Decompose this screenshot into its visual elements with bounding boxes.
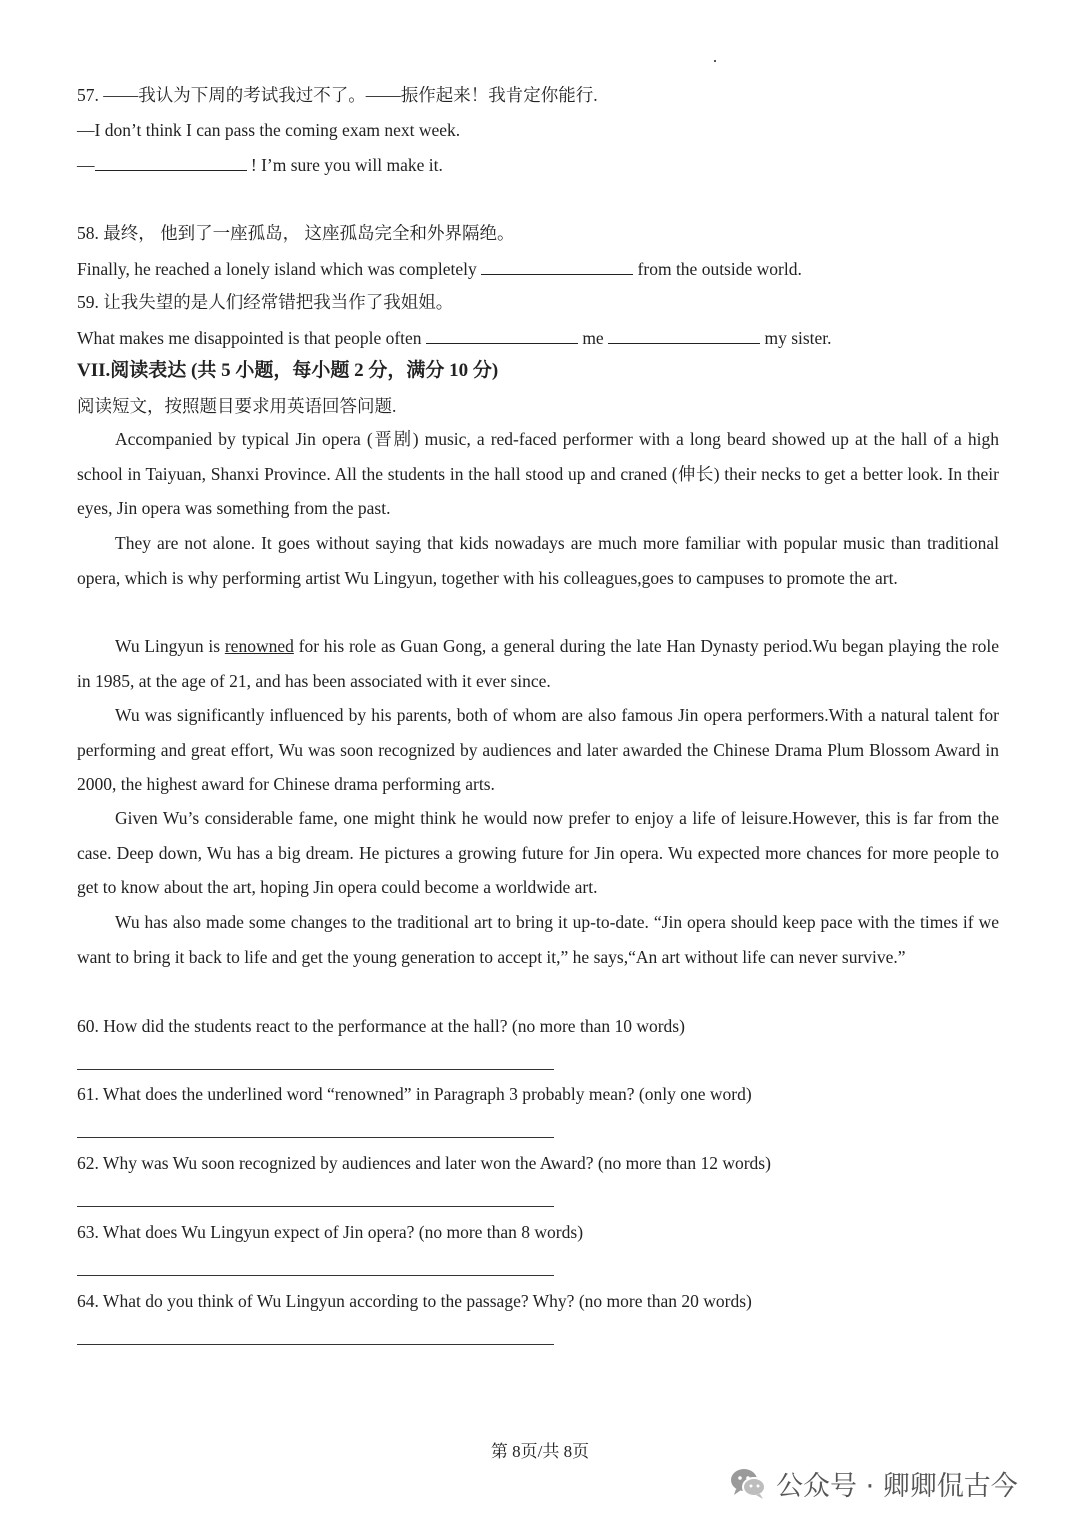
question-61: 61. What does the underlined word “renowned” in Paragraph 3 probably mean? (only one word) xyxy=(77,1084,752,1104)
q59-blank-1[interactable] xyxy=(426,325,578,344)
answer-line-62[interactable] xyxy=(77,1206,554,1207)
q58-prefix: Finally, he reached a lonely island which was completely xyxy=(77,259,477,279)
q58-english xyxy=(77,256,802,281)
passage-paragraph-3 xyxy=(77,629,999,698)
question-64: 64. What do you think of Wu Lingyun according to the passage? Why? (no more than 20 words) xyxy=(77,1291,752,1311)
q57-dash: — xyxy=(77,155,95,175)
q57-chinese: 57. ——我认为下周的考试我过不了。——振作起来！我肯定你能行. xyxy=(77,85,598,105)
question-62: 62. Why was Wu soon recognized by audiences and later won the Award? (no more than 12 words) xyxy=(77,1153,771,1173)
answer-line-61[interactable] xyxy=(77,1137,554,1138)
section-heading: VII.阅读表达 (共 5 小题，每小题 2 分，满分 10 分) xyxy=(77,360,499,381)
answer-line-64[interactable] xyxy=(77,1344,554,1345)
q57-suffix: ! I’m sure you will make it. xyxy=(250,155,443,175)
passage-paragraph-2: They are not alone. It goes without saying that kids nowadays are much more familiar with popular music than traditional opera, which is why performing artist Wu Lingyun, together with his colleagues,goes to campuses to promote the art. xyxy=(77,533,999,588)
question-63: 63. What does Wu Lingyun expect of Jin opera? (no more than 8 words) xyxy=(77,1222,584,1242)
passage-paragraph-6: Wu has also made some changes to the traditional art to bring it up-to-date. “Jin opera should keep pace with the times if we want to bring it back to life and get the young generation to accept it,” he says,“An art without life can never survive.” xyxy=(77,912,999,967)
section-instruction: 阅读短文，按照题目要求用英语回答问题. xyxy=(77,396,397,416)
question-60: 60. How did the students react to the performance at the hall? (no more than 10 words) xyxy=(77,1016,685,1036)
watermark xyxy=(728,1463,1018,1503)
q57-english-line2 xyxy=(77,152,443,177)
q59-prefix: What makes me disappointed is that people often xyxy=(77,328,422,348)
passage-paragraph-4: Wu was significantly influenced by his parents, both of whom are also famous Jin opera performers.With a natural talent for performing and great effort, Wu was soon recognized by audiences and later awarded the Chinese Drama Plum Blossom Award in 2000, the highest award for Chinese drama performing arts. xyxy=(77,705,999,794)
passage-paragraph-5: Given Wu’s considerable fame, one might think he would now prefer to enjoy a life of leisure.However, this is far from the case. Deep down, Wu has a big dream. He pictures a growing future for Jin opera. Wu expected more chances for more people to get to know about the art, hoping Jin opera could become a worldwide art. xyxy=(77,808,999,897)
underlined-word-renowned: renowned xyxy=(224,636,294,656)
q58-blank[interactable] xyxy=(481,256,633,275)
p3-text-after: for his role as Guan Gong, a general during the late Han Dynasty period.Wu began playing the role in 1985, at the age of 21, and has been associated with it ever since. xyxy=(77,636,999,691)
q57-blank[interactable] xyxy=(95,152,247,171)
answer-line-60[interactable] xyxy=(77,1069,554,1070)
wechat-icon xyxy=(728,1463,768,1503)
q57-english-line1: —I don’t think I can pass the coming exam next week. xyxy=(77,120,461,140)
q58-chinese: 58. 最终， 他到了一座孤岛， 这座孤岛完全和外界隔绝。 xyxy=(77,223,515,243)
speck-mark xyxy=(714,60,716,62)
watermark-text: 公众号 · 卿卿侃古今 xyxy=(776,1470,1018,1502)
q59-chinese: 59. 让我失望的是人们经常错把我当作了我姐姐。 xyxy=(77,292,454,312)
q59-blank-2[interactable] xyxy=(608,325,760,344)
p3-text-before: Wu Lingyun is xyxy=(115,636,225,656)
passage-paragraph-1: Accompanied by typical Jin opera (晋剧) music, a red-faced performer with a long beard showed up at the hall of a high school in Taiyuan, Shanxi Province. All the students in the hall stood up and craned (伸长) their necks to get a better look. In their eyes, Jin opera was something from the past. xyxy=(77,429,999,518)
q59-english xyxy=(77,325,832,350)
q59-suffix: my sister. xyxy=(764,328,832,348)
page-number: 第 8页/共 8页 xyxy=(490,1442,590,1461)
q59-mid: me xyxy=(582,328,604,348)
answer-line-63[interactable] xyxy=(77,1275,554,1276)
q58-suffix: from the outside world. xyxy=(637,259,802,279)
